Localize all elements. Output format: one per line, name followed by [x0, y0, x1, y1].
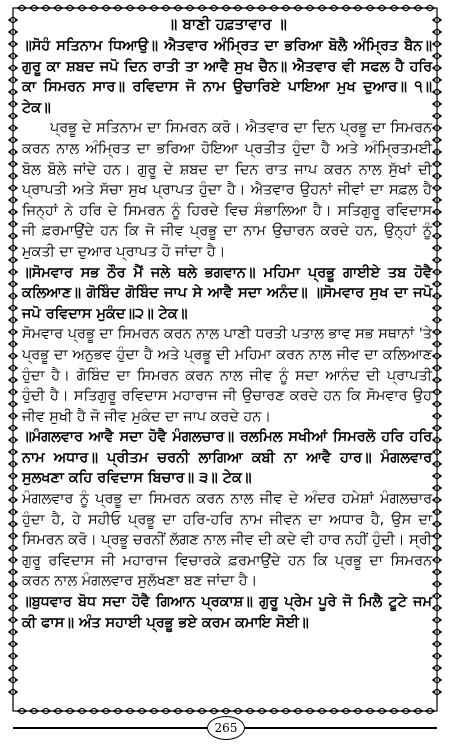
footer-rule-right	[245, 727, 437, 729]
explanation-sunday: ਪ੍ਰਭੂ ਦੇ ਸਤਿਨਾਮ ਦਾ ਸਿਮਰਨ ਕਰੋ। ਐਤਵਾਰ ਦਾ ਦਿਨ ਪ੍ਰਭੂ ਦਾ ਸਿਮਰਨ ਕਰਨ ਨਾਲ ਅੰਮ੍ਰਿਤ ਦਾ ਭਰਿਆ ਹੋਇਆ ਪ੍ਰਤੀਤ ਹੁੰਦਾ ਹੈ ਅਤੇ ਅੰਮ੍ਰਿਤਮਈ ਬੋਲ ਬੋਲੇ ਜਾਂਦੇ ਹਨ। ਗੁਰੂ ਦੇ ਸ਼ਬਦ ਦਾ ਦਿਨ ਰਾਤ ਜਾਪ ਕਰਨ ਨਾਲ ਸੁੱਖਾਂ ਦੀ ਪ੍ਰਾਪਤੀ ਅਤੇ ਸੱਚਾ ਸੁਖ ਪ੍ਰਾਪਤ ਹੁੰਦਾ ਹੈ। ਐਤਵਾਰ ਉਹਨਾਂ ਜੀਵਾਂ ਦਾ ਸਫ਼ਲ ਹੈ ਜਿਨ੍ਹਾਂ ਨੇ ਹਰਿ ਦੇ ਸਿਮਰਨ ਨੂੰ ਹਿਰਦੇ ਵਿਚ ਸੰਭਾਲਿਆ ਹੈ। ਸਤਿਗੁਰੂ ਰਵਿਦਾਸ ਜੀ ਫ਼ਰਮਾਉਂਦੇ ਹਨ ਕਿ ਜੋ ਜੀਵ ਪ੍ਰਭੂ ਦਾ ਨਾਮ ਉਚਾਰਨ ਕਰਦੇ ਹਨ, ਉਨ੍ਹਾਂ ਨੂੰ ਮੁਕਤੀ ਦਾ ਦੁਆਰ ਪ੍ਰਾਪਤ ਹੋ ਜਾਂਦਾ ਹੈ।	[22, 120, 432, 260]
explanation-tuesday: ਮੰਗਲਵਾਰ ਨੂੰ ਪ੍ਰਭੂ ਦਾ ਸਿਮਰਨ ਕਰਨ ਨਾਲ ਜੀਵ ਦੇ ਅੰਦਰ ਹਮੇਸ਼ਾਂ ਮੰਗਲਚਾਰ ਹੁੰਦਾ ਹੈ, ਹੇ ਸਹੀਓ ਪ੍ਰਭੂ ਦਾ ਹਰਿ-ਹਰਿ ਨਾਮ ਜੀਵਨ ਦਾ ਅਧਾਰ ਹੈ, ਉਸ ਦਾ ਸਿਮਰਨ ਕਰੋ। ਪ੍ਰਭੂ ਚਰਨੀਂ ਲੱਗਣ ਨਾਲ ਜੀਵ ਦੀ ਕਦੇ ਵੀ ਹਾਰ ਨਹੀਂ ਹੁੰਦੀ। ਸ੍ਰੀ ਗੁਰੂ ਰਵਿਦਾਸ ਜੀ ਮਹਾਰਾਜ ਵਿਚਾਰਕੇ ਫ਼ਰਮਾਉਂਦੇ ਹਨ ਕਿ ਪ੍ਰਭੂ ਦਾ ਸਿਮਰਨ ਕਰਨ ਨਾਲ ਮੰਗਲਵਾਰ ਸੁਲੱਖਣਾ ਬਣ ਜਾਂਦਾ ਹੈ।	[22, 491, 432, 590]
verse-monday: ॥ਸੋਮਵਾਰ ਸਭ ਠੌਰ ਮੈਂ ਜਲੇ ਥਲੇ ਭਗਵਾਨ॥ ਮਹਿਮਾ ਪ੍ਰਭੂ ਗਾਈਏ ਤਬ ਹੋਵੈ ਕਲਿਆਣ॥ ਗੋਬਿੰਦ ਗੋਬਿੰਦ ਜਾਪ ਸੇ ਆਵੈ ਸਦਾ ਅਨੰਦ॥ ॥ਸੋਮਵਾਰ ਸੁਖ ਦਾ ਜਪੋ ਜਪੋ ਰਵਿਦਾਸ ਮੁਕੰਦ॥੨॥ ਟੇਕ॥	[22, 264, 432, 322]
page-content	[22, 14, 432, 704]
verse-wednesday: ॥ਬੁਧਵਾਰ ਬੋਧ ਸਦਾ ਹੋਵੈ ਗਿਆਨ ਪ੍ਰਕਾਸ਼॥ ਗੁਰੂ ਪ੍ਰੇਮ ਪੂਰੇ ਜੋ ਮਿਲੈ ਟੂਟੇ ਜਮ ਕੀ ਫਾਸ॥ ਅੰਤ ਸਹਾਈ ਪ੍ਰਭੂ ਭਏ ਕਰਮ ਕਮਾਇ ਸੋਈ॥	[22, 594, 432, 631]
footer-rule-left	[13, 727, 207, 729]
page-number: 265	[207, 716, 245, 740]
verse-sunday: ॥ਸੋਹੰ ਸਤਿਨਾਮ ਧਿਆਉ॥ ਐਤਵਾਰ ਅੰਮ੍ਰਿਤ ਦਾ ਭਰਿਆ ਬੋਲੈ ਅੰਮ੍ਰਿਤ ਬੈਨ॥ ਗੁਰੂ ਕਾ ਸ਼ਬਦ ਜਪੋ ਦਿਨ ਰਾਤੀ ਤਾ ਆਵੈ ਸੁਖ ਚੈਨ॥ ਐਤਵਾਰ ਵੀ ਸਫਲ ਹੈ ਹਰਿ ਕਾ ਸਿਮਰਨ ਸਾਰ॥ ਰਵਿਦਾਸ ਜੋ ਨਾਮ ਉਚਾਰਿਏ ਪਾਇਆ ਮੁਖ ਦੁਆਰ॥ ੧॥ ਟੇਕ॥	[22, 38, 432, 116]
page-footer	[0, 716, 450, 742]
verse-tuesday: ॥ਮੰਗਲਵਾਰ ਆਵੈ ਸਦਾ ਹੋਵੈ ਮੰਗਲਚਾਰ॥ ਰਲਮਿਲ ਸਖੀਆਂ ਸਿਮਰਲੋ ਹਰਿ ਹਰਿ ਨਾਮ ਅਧਾਰ॥ ਪ੍ਰੀਤਮ ਚਰਨੀ ਲਾਗਿਆ ਕਬੀ ਨਾ ਆਵੈ ਹਾਰ॥ ਮੰਗਲਵਾਰ ਸੁਲਖਣਾ ਕਹਿ ਰਵਿਦਾਸ ਬਿਚਾਰ॥ ੩॥ ਟੇਕ॥	[22, 429, 432, 487]
explanation-monday: ਸੋਮਵਾਰ ਪ੍ਰਭੂ ਦਾ ਸਿਮਰਨ ਕਰਨ ਨਾਲ ਪਾਣੀ ਧਰਤੀ ਪਤਾਲ ਭਾਵ ਸਭ ਸਥਾਨਾਂ 'ਤੇ ਪ੍ਰਭੂ ਦਾ ਅਨੁਭਵ ਹੁੰਦਾ ਹੈ ਅਤੇ ਪ੍ਰਭੂ ਦੀ ਮਹਿਮਾ ਕਰਨ ਨਾਲ ਜੀਵ ਦਾ ਕਲਿਆਣ ਹੁੰਦਾ ਹੈ। ਗੋਬਿੰਦ ਦਾ ਸਿਮਰਨ ਕਰਨ ਨਾਲ ਜੀਵ ਨੂੰ ਸਦਾ ਆਨੰਦ ਦੀ ਪ੍ਰਾਪਤੀ ਹੁੰਦੀ ਹੈ। ਸਤਿਗੁਰੂ ਰਵਿਦਾਸ ਮਹਾਰਾਜ ਜੀ ਉਚਾਰਣ ਕਰਦੇ ਹਨ ਕਿ ਸੋਮਵਾਰ ਉਹ ਜੀਵ ਸੁਖੀ ਹੈ ਜੋ ਜੀਵ ਮੁਕੰਦ ਦਾ ਜਾਪ ਕਰਦੇ ਹਨ।	[22, 326, 432, 425]
page-title: ॥ ਬਾਣੀ ਹਫ਼ਤਾਵਾਰ ॥	[167, 15, 287, 33]
